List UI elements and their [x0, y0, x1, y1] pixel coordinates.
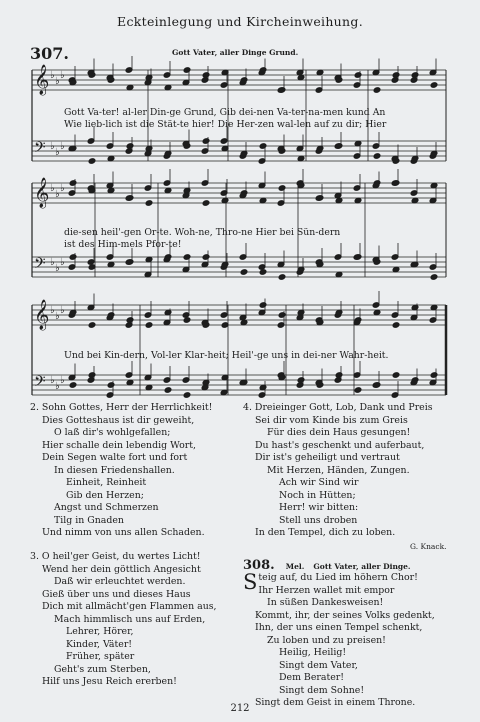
note-head	[430, 372, 438, 379]
note-head	[126, 143, 134, 150]
note-head	[183, 254, 191, 261]
author-credit: G. Knack.	[410, 542, 447, 551]
flat-icon: ♭	[50, 141, 55, 152]
note-head	[373, 153, 381, 160]
note-head	[297, 377, 305, 384]
flat-icon: ♭	[55, 263, 60, 274]
flat-icon: ♭	[55, 311, 60, 322]
verse-2	[30, 402, 212, 540]
hymn-307-number: 307.	[30, 44, 69, 63]
hymn-308-heading	[243, 554, 411, 573]
verse-line: Ihr Herzen wallet mit empor	[258, 584, 395, 596]
note-head	[107, 382, 115, 389]
flat-icon: ♭	[50, 70, 55, 81]
verse-line: Ihn, der uns einen Tempel schenkt,	[255, 622, 423, 633]
flat-icon: ♭	[55, 381, 60, 392]
note-head	[354, 72, 362, 79]
flat-icon: ♭	[60, 70, 65, 81]
bass-clef-icon: 𝄢	[34, 139, 46, 160]
hymn-308-number: 308.	[243, 558, 275, 573]
verse-line: In süßen Dankesweisen!	[267, 597, 384, 608]
verse-line: Heilig, Heilig!	[279, 647, 347, 658]
hymn-308-tune: Gott Vater, aller Dinge.	[313, 562, 411, 571]
verse-line: Noch in Hütten;	[279, 489, 356, 501]
verse-line: Dir ist's geheiligt und vertraut	[255, 452, 400, 463]
verse-line: In diesen Friedenshallen.	[54, 464, 175, 476]
verse-line: Wend her dein göttlich Angesicht	[42, 563, 201, 575]
lyrics-system1-line1: Gott Va-ter! al-ler Din-ge Grund, Gib dei-nen Va-ter-na-men kund An	[64, 107, 386, 118]
verse-line: Dem Berater!	[279, 672, 345, 683]
note-head	[145, 322, 153, 329]
hymn-307-tune: Gott Vater, aller Dinge Grund.	[172, 48, 299, 57]
verse-line: Lehrer, Hörer,	[66, 626, 134, 637]
note-head	[392, 322, 400, 329]
verse-line: Herr! wir bitten:	[279, 502, 359, 513]
note-head	[202, 138, 210, 145]
note-head	[392, 72, 400, 79]
verse-line: Mach himmlisch uns auf Erden,	[54, 613, 206, 625]
treble-clef-icon: 𝄞	[34, 178, 50, 208]
verse-line: Für dies dein Haus gesungen!	[267, 427, 411, 438]
verse-line: Daß wir erleuchtet werden.	[54, 576, 186, 587]
verse-line: Singt dem Geist in einem Throne.	[255, 697, 416, 708]
verse-line: Dich mit allmächt'gen Flammen aus,	[42, 601, 217, 612]
verse-line: Und nimm von uns allen Schaden.	[42, 527, 205, 538]
note-head	[392, 372, 400, 379]
verse-line: Hilf uns Jesu Reich ererben!	[42, 676, 177, 687]
flat-icon: ♭	[55, 189, 60, 200]
flat-icon: ♭	[60, 183, 65, 194]
drop-cap: S	[243, 570, 258, 594]
flat-icon: ♭	[50, 183, 55, 194]
verse-4	[243, 402, 433, 540]
page-number: 212	[230, 703, 250, 714]
hymn-308-mel-label: Mel.	[285, 562, 305, 571]
note-head	[69, 254, 77, 261]
verse-line: Gieß über uns und dieses Haus	[42, 588, 191, 600]
verse-line: Geht's zum Sterben,	[54, 663, 151, 675]
note-head	[335, 372, 343, 379]
verse-3	[30, 551, 217, 689]
verse-line: Einheit, Reinheit	[66, 477, 147, 488]
verse-line: Kommt, ihr, der seines Volks gedenkt,	[255, 609, 435, 621]
flat-icon: ♭	[55, 76, 60, 87]
verse-line: Ach wir Sind wir	[279, 477, 359, 488]
verse-line: Du hast's geschenkt und auferbaut,	[255, 439, 425, 451]
verse-line: Dein Segen walte fort und fort	[42, 452, 188, 463]
note-head	[240, 269, 248, 276]
flat-icon: ♭	[60, 141, 65, 152]
flat-icon: ♭	[60, 375, 65, 386]
verse-line: Gib den Herzen;	[66, 489, 144, 501]
lyrics-system1-line2: Wie lieb-lich ist die Stät-te hier! Die Her-zen wal-len auf zu dir; Hier	[64, 119, 387, 130]
flat-icon: ♭	[60, 305, 65, 316]
note-head	[164, 387, 172, 394]
flat-icon: ♭	[50, 305, 55, 316]
note-head	[430, 274, 438, 281]
note-head	[88, 322, 96, 329]
note-head	[202, 72, 210, 79]
verse-line: Angst und Schmerzen	[54, 502, 159, 513]
note-head	[183, 392, 191, 399]
verse-line: teig auf, du Lied im höhern Chor!	[258, 572, 418, 583]
verse-line: 3. O heil'ger Geist, du wertes Licht!	[30, 551, 201, 562]
note-head	[430, 82, 438, 89]
verse-line: Singt dem Vater,	[279, 659, 358, 671]
verse-line: Dies Gotteshaus ist dir geweiht,	[42, 414, 195, 426]
verse-line: Tilg in Gnaden	[54, 514, 124, 526]
verse-line: Mit Herzen, Händen, Zungen.	[267, 464, 410, 476]
note-head	[183, 67, 191, 74]
bass-clef-icon: 𝄢	[34, 255, 46, 276]
note-head	[354, 387, 362, 394]
page-header: Eckteinlegung und Kircheinweihung.	[117, 14, 363, 29]
verse-line: Sei dir vom Kinde bis zum Greis	[255, 414, 408, 426]
bass-clef-icon: 𝄢	[34, 373, 46, 394]
verse-line: Stell uns droben	[279, 514, 358, 526]
verse-line: Hier schalle dein lebendig Wort,	[42, 439, 196, 451]
note-head	[88, 372, 96, 379]
verse-line: 4. Dreieinger Gott, Lob, Dank und Preis	[243, 402, 433, 413]
note-head	[278, 312, 286, 319]
note-head	[202, 200, 210, 207]
note-head	[145, 200, 153, 207]
lyrics-system2-line2: ist des Him-mels Pfor-te!	[64, 239, 182, 250]
verse-line: O laß dir's wohlgefallen;	[54, 427, 171, 438]
hymn-308-text	[243, 572, 473, 710]
flat-icon: ♭	[50, 257, 55, 268]
verse-line: Kinder, Väter!	[66, 638, 133, 650]
note-head	[259, 143, 267, 150]
note-head	[373, 87, 381, 94]
note-head	[69, 180, 77, 187]
flat-icon: ♭	[55, 147, 60, 158]
note-head	[202, 254, 210, 261]
verse-line: In den Tempel, dich zu loben.	[255, 527, 396, 538]
note-head	[278, 185, 286, 192]
note-head	[259, 302, 267, 309]
note-head	[88, 158, 96, 165]
verse-line: Singt dem Sohne!	[279, 684, 365, 696]
flat-icon: ♭	[50, 375, 55, 386]
flat-icon: ♭	[60, 257, 65, 268]
verse-line: Zu loben und zu preisen!	[267, 634, 386, 646]
verse-line: 2. Sohn Gottes, Herr der Herrlichkeit!	[30, 402, 213, 413]
lyrics-system2-line1: die-sen heil'-gen Or-te. Woh-ne, Thro-ne Hier bei Sün-dern	[64, 227, 341, 238]
note-head	[278, 274, 286, 281]
note-head	[126, 317, 134, 324]
note-head	[411, 72, 419, 79]
verse-line: Früher, später	[66, 651, 135, 662]
treble-clef-icon: 𝄞	[34, 300, 50, 330]
lyrics-system3-line1: Und bei Kin-dern, Vol-ler Klar-heit; Heil'-ge uns in dei-ner Wahr-heit.	[64, 350, 389, 361]
treble-clef-icon: 𝄞	[34, 65, 50, 95]
note-head	[69, 382, 77, 389]
